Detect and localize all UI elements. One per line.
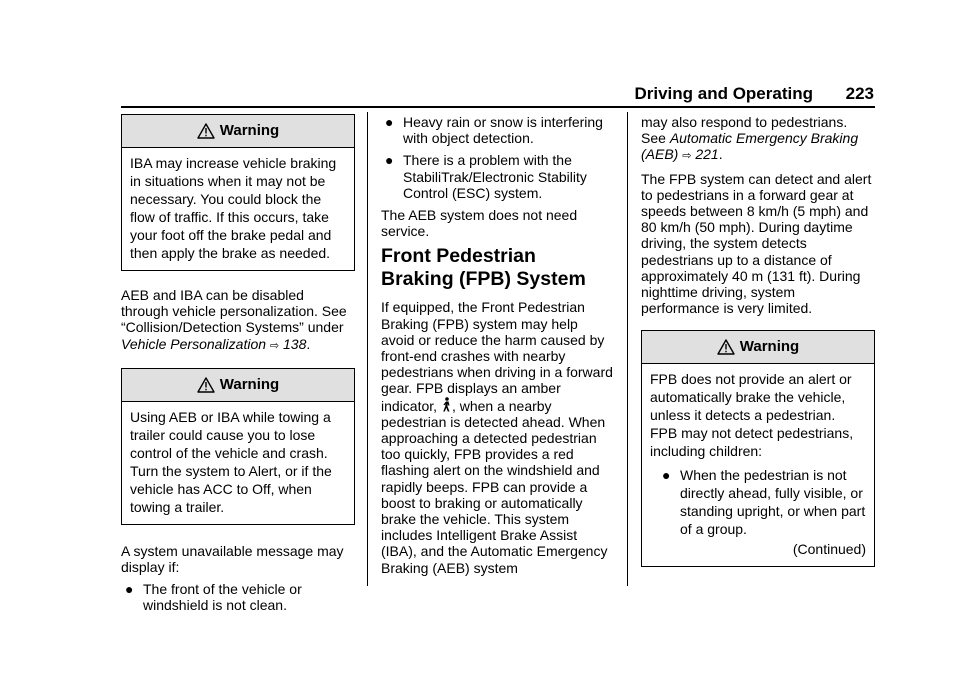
paragraph-text: If equipped, the Front Pedestrian Braking (FPB) system may help avoid or reduce the harm caused by front-end crashes with nearby pedestrians when driving in a forward gear. FPB displays an amber indicator, (381, 299, 613, 414)
page-arrow-icon: ⇨ (269, 339, 280, 352)
paragraph: may also respond to pedestrians. See Automatic Emergency Braking (AEB) ⇨ 221. (641, 114, 859, 163)
page-header (121, 80, 875, 108)
paragraph: AEB and IBA can be disabled through vehicle personalization. See “Collision/Detection Systems” under Vehicle Personalization ⇨ 138. (121, 287, 347, 352)
warning-content (642, 364, 874, 566)
paragraph-text: may also respond to pedestrians. See (641, 114, 848, 147)
warning-text: IBA may increase vehicle braking in situations when it may not be necessary. You could block the flow of traffic. If this occurs, take your foot off the brake pedal and then apply the brake as needed. (130, 155, 337, 261)
page-arrow-icon: ⇨ (682, 150, 692, 163)
list-item-text: Heavy rain or snow is interfering with object detection. (403, 114, 603, 147)
list-item-text: The front of the vehicle or windshield is not clean. (143, 581, 302, 614)
warning-triangle-icon (717, 339, 735, 355)
warning-header (122, 369, 354, 402)
list-item (650, 466, 866, 538)
bullet-icon: ● (662, 467, 671, 484)
warning-title: Warning (219, 375, 280, 393)
column-divider (627, 112, 628, 586)
list-item-text: When the pedestrian is not directly ahead, fully visible, or standing upright, or when part of a group. (680, 467, 866, 538)
section-title: Driving and Operating (634, 84, 813, 103)
bullet-icon: ● (385, 152, 394, 169)
warning-box (121, 114, 355, 271)
paragraph (381, 299, 613, 575)
warning-title: Warning (739, 338, 800, 356)
paragraph: The FPB system can detect and alert to pedestrians in a forward gear at speeds between 8 km/h (5 mph) and 80 km/h (50 mph). During daytime driving, the system detects pedestrians up to a distance of approximately 40 m (131 ft). During nighttime driving, system performance is very limited. (641, 170, 872, 317)
column-3 (641, 114, 875, 567)
page-number: 223 (845, 84, 874, 103)
warning-title: Warning (219, 121, 280, 139)
cross-reference-page[interactable]: 138 (283, 335, 307, 352)
pedestrian-icon (441, 397, 452, 412)
warning-triangle-icon (197, 377, 215, 393)
list-item (381, 152, 613, 201)
warning-text: Using AEB or IBA while towing a trailer could cause you to lose control of the vehicle and crash. Turn the system to Alert, or if the vehicle has ACC to Off, when towing a trailer. (130, 408, 332, 515)
paragraph-text: AEB and IBA can be disabled through vehicle personalization. See “Collision/Detection Systems” under (121, 287, 347, 336)
warning-box (641, 330, 875, 567)
cross-reference-link[interactable]: Automatic Emergency Braking (AEB) (641, 130, 859, 163)
paragraph-text: , when a nearby pedestrian is detected ahead. When approaching a detected pedestrian too quickly, FPB provides a red flashing alert on the windshield and rapidly beeps. FPB can provide a boost to braking or automatically brake the vehicle. This system includes Intelligent Brake Assist (IBA), and the Automatic Emergency Braking (AEB) system (381, 397, 608, 576)
warning-header (642, 331, 874, 364)
list-item (381, 114, 613, 146)
bullet-icon: ● (125, 581, 134, 598)
section-heading: Front Pedestrian Braking (FPB) System (381, 245, 586, 291)
bullet-icon: ● (385, 114, 394, 130)
continued-label: (Continued) (792, 541, 866, 558)
cross-reference-page[interactable]: 221 (695, 146, 719, 163)
column-1 (121, 114, 355, 620)
paragraph: The AEB system does not need service. (381, 207, 578, 240)
list-item (121, 581, 355, 613)
column-2 (381, 114, 613, 582)
list-item-text: There is a problem with the StabiliTrak/Electronic Stability Control (ESC) system. (403, 152, 587, 201)
warning-header (122, 115, 354, 148)
column-divider (367, 112, 368, 586)
paragraph: A system unavailable message may display if: (121, 542, 344, 576)
warning-text: FPB does not provide an alert or automatically brake the vehicle, unless it detects a pedestrian. FPB may not detect pedestrians, including children: (650, 371, 854, 460)
warning-box (121, 368, 355, 525)
warning-triangle-icon (197, 123, 215, 139)
cross-reference-link[interactable]: Vehicle Personalization (121, 335, 267, 352)
